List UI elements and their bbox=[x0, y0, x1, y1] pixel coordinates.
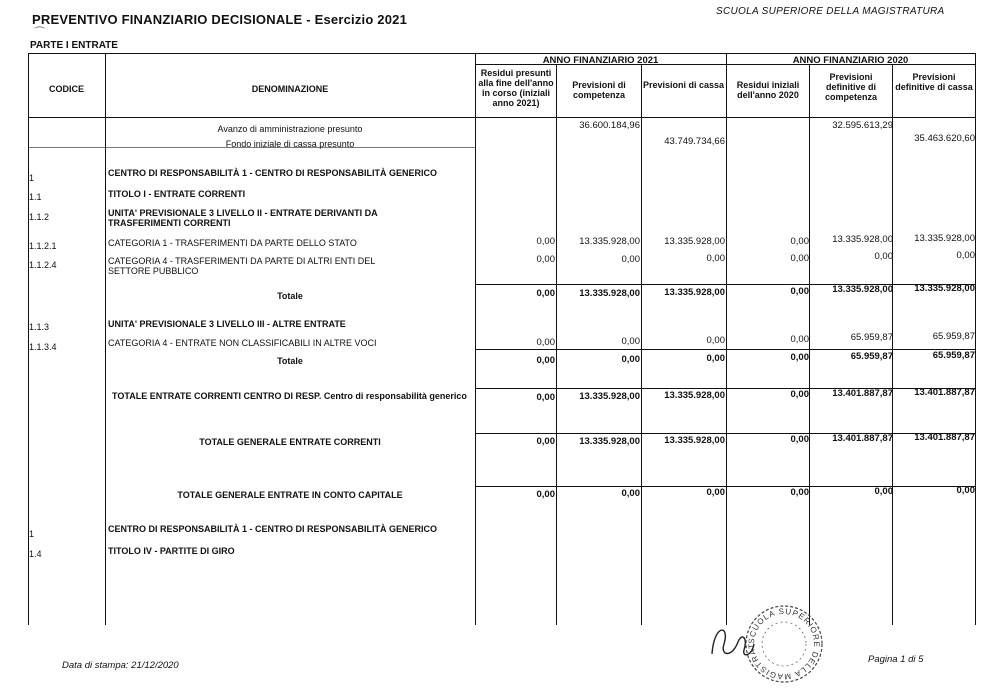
col-header-prev-cassa: Previsioni di cassa bbox=[642, 80, 725, 90]
table-top-border bbox=[28, 53, 975, 54]
pen-mark: ⌒ bbox=[34, 27, 45, 39]
svg-text:SCUOLA SUPERIORE DELLA MAGISTR: SCUOLA SUPERIORE DELLA MAGISTRAT bbox=[746, 606, 822, 682]
page-number: Pagina 1 di 5 bbox=[868, 654, 924, 665]
col-header-denominazione: DENOMINAZIONE bbox=[251, 84, 329, 94]
group-header-2020: ANNO FINANZIARIO 2020 bbox=[792, 55, 909, 66]
col-header-prev-def-competenza: Previsioni definitive di competenza bbox=[824, 72, 877, 102]
print-date: Data di stampa: 21/12/2020 bbox=[62, 660, 179, 671]
section-title: PARTE I ENTRATE bbox=[30, 40, 118, 51]
group-header-2021: ANNO FINANZIARIO 2021 bbox=[542, 55, 659, 66]
official-stamp bbox=[702, 594, 852, 699]
col-header-prev-competenza: Previsioni di competenza bbox=[572, 80, 626, 100]
col-header-prev-def-cassa: Previsioni definitive di cassa bbox=[895, 72, 973, 92]
stamp-circle-icon bbox=[746, 606, 822, 682]
organization-name: SCUOLA SUPERIORE DELLA MAGISTRATURA bbox=[716, 6, 945, 17]
col-header-residui-iniziali: Residui iniziali dell'anno 2020 bbox=[736, 80, 800, 100]
document-title: PREVENTIVO FINANZIARIO DECISIONALE - Esercizio 2021 bbox=[32, 12, 407, 27]
col-header-codice: CODICE bbox=[48, 84, 84, 94]
col-header-residui-presunti: Residui presunti alla fine dell'anno in corso (iniziali anno 2021) bbox=[478, 68, 554, 108]
header-bottom-border bbox=[28, 117, 975, 118]
